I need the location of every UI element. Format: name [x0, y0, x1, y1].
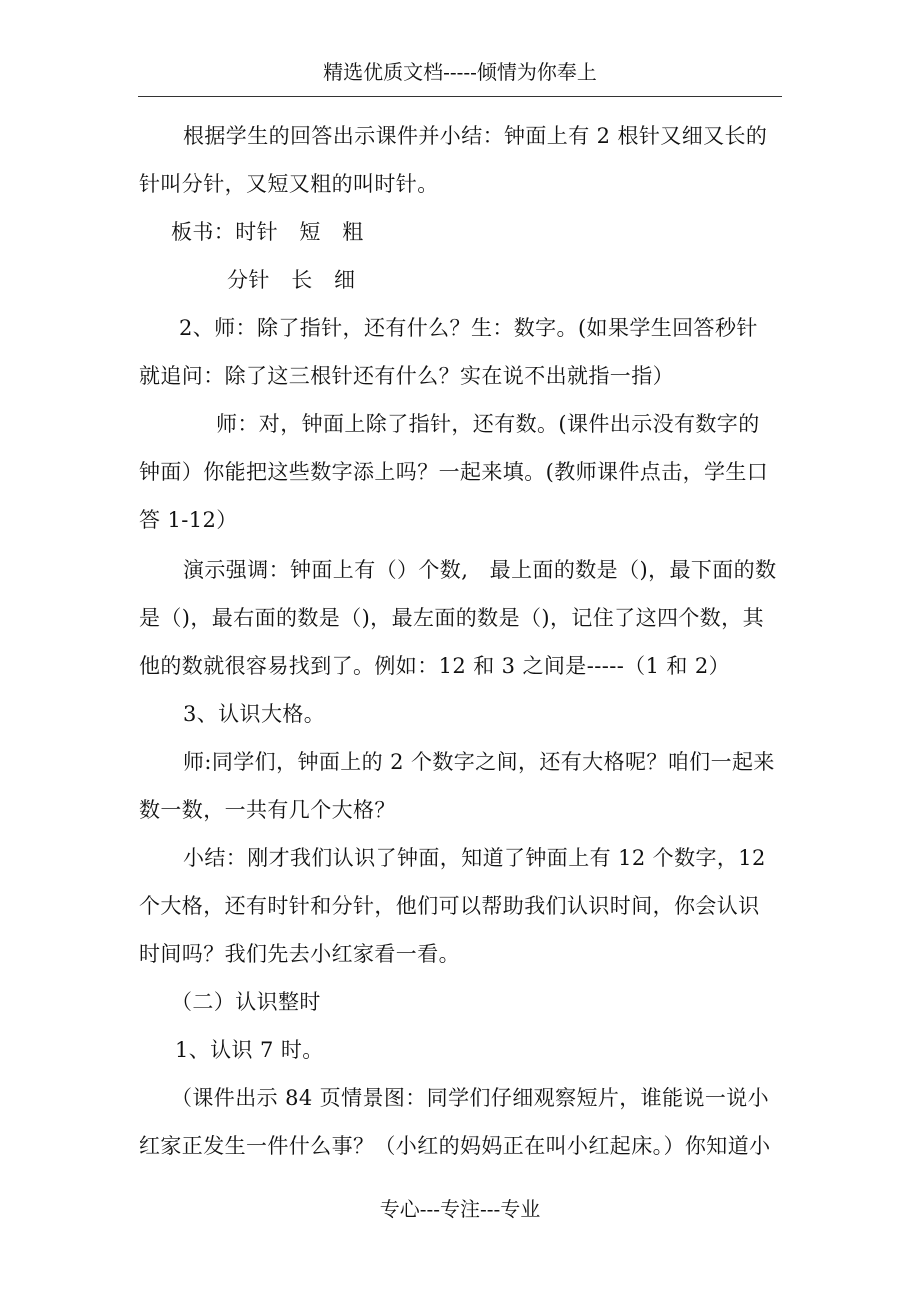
- page-header: 精选优质文档-----倾情为你奉上: [323, 60, 597, 84]
- paragraph-line: 板书：时针 短 粗: [171, 220, 364, 244]
- paragraph-line: （课件出示 84 页情景图：同学们仔细观察短片，谁能说一说小: [171, 1086, 770, 1110]
- paragraph-line: 1、认识 7 时。: [175, 1038, 324, 1062]
- paragraph-line: 钟面）你能把这些数字添上吗？一起来填。(教师课件点击，学生口: [139, 460, 769, 484]
- header-divider: [138, 96, 782, 97]
- paragraph-line: 时间吗？我们先去小红家看一看。: [139, 942, 460, 966]
- paragraph-line: 3、认识大格。: [183, 702, 326, 726]
- paragraph-line: 分针 长 细: [227, 268, 356, 292]
- paragraph-line: 2、师：除了指针，还有什么？生：数字。(如果学生回答秒针: [179, 316, 758, 340]
- paragraph-line: 个大格，还有时针和分针，他们可以帮助我们认识时间，你会认识: [139, 894, 760, 918]
- paragraph-line: 师：对，钟面上除了指针，还有数。(课件出示没有数字的: [216, 412, 760, 436]
- paragraph-line: 他的数就很容易找到了。例如：12 和 3 之间是-----（1 和 2）: [139, 654, 731, 678]
- paragraph-line: 师:同学们，钟面上的 2 个数字之间，还有大格呢？咱们一起来: [183, 750, 775, 774]
- paragraph-line: 红家正发生一件什么事？（小红的妈妈正在叫小红起床。）你知道小: [139, 1134, 771, 1158]
- paragraph-line: 就追问：除了这三根针还有什么？实在说不出就指一指）: [139, 364, 674, 388]
- section-heading: （二）认识整时: [171, 990, 321, 1014]
- paragraph-line: 数一数，一共有几个大格？: [139, 798, 396, 822]
- page-footer: 专心---专注---专业: [379, 1197, 541, 1221]
- paragraph-line: 答 1-12）: [139, 508, 238, 532]
- paragraph-line: 小结：刚才我们认识了钟面，知道了钟面上有 12 个数字，12: [183, 846, 766, 870]
- paragraph-line: 演示强调：钟面上有（）个数, 最上面的数是（)，最下面的数: [183, 558, 777, 582]
- paragraph-line: 是（)，最右面的数是（)，最左面的数是（)，记住了这四个数，其: [139, 606, 764, 630]
- paragraph-line: 根据学生的回答出示课件并小结：钟面上有 2 根针又细又长的: [183, 124, 768, 148]
- paragraph-line: 针叫分针，又短又粗的叫时针。: [139, 172, 439, 196]
